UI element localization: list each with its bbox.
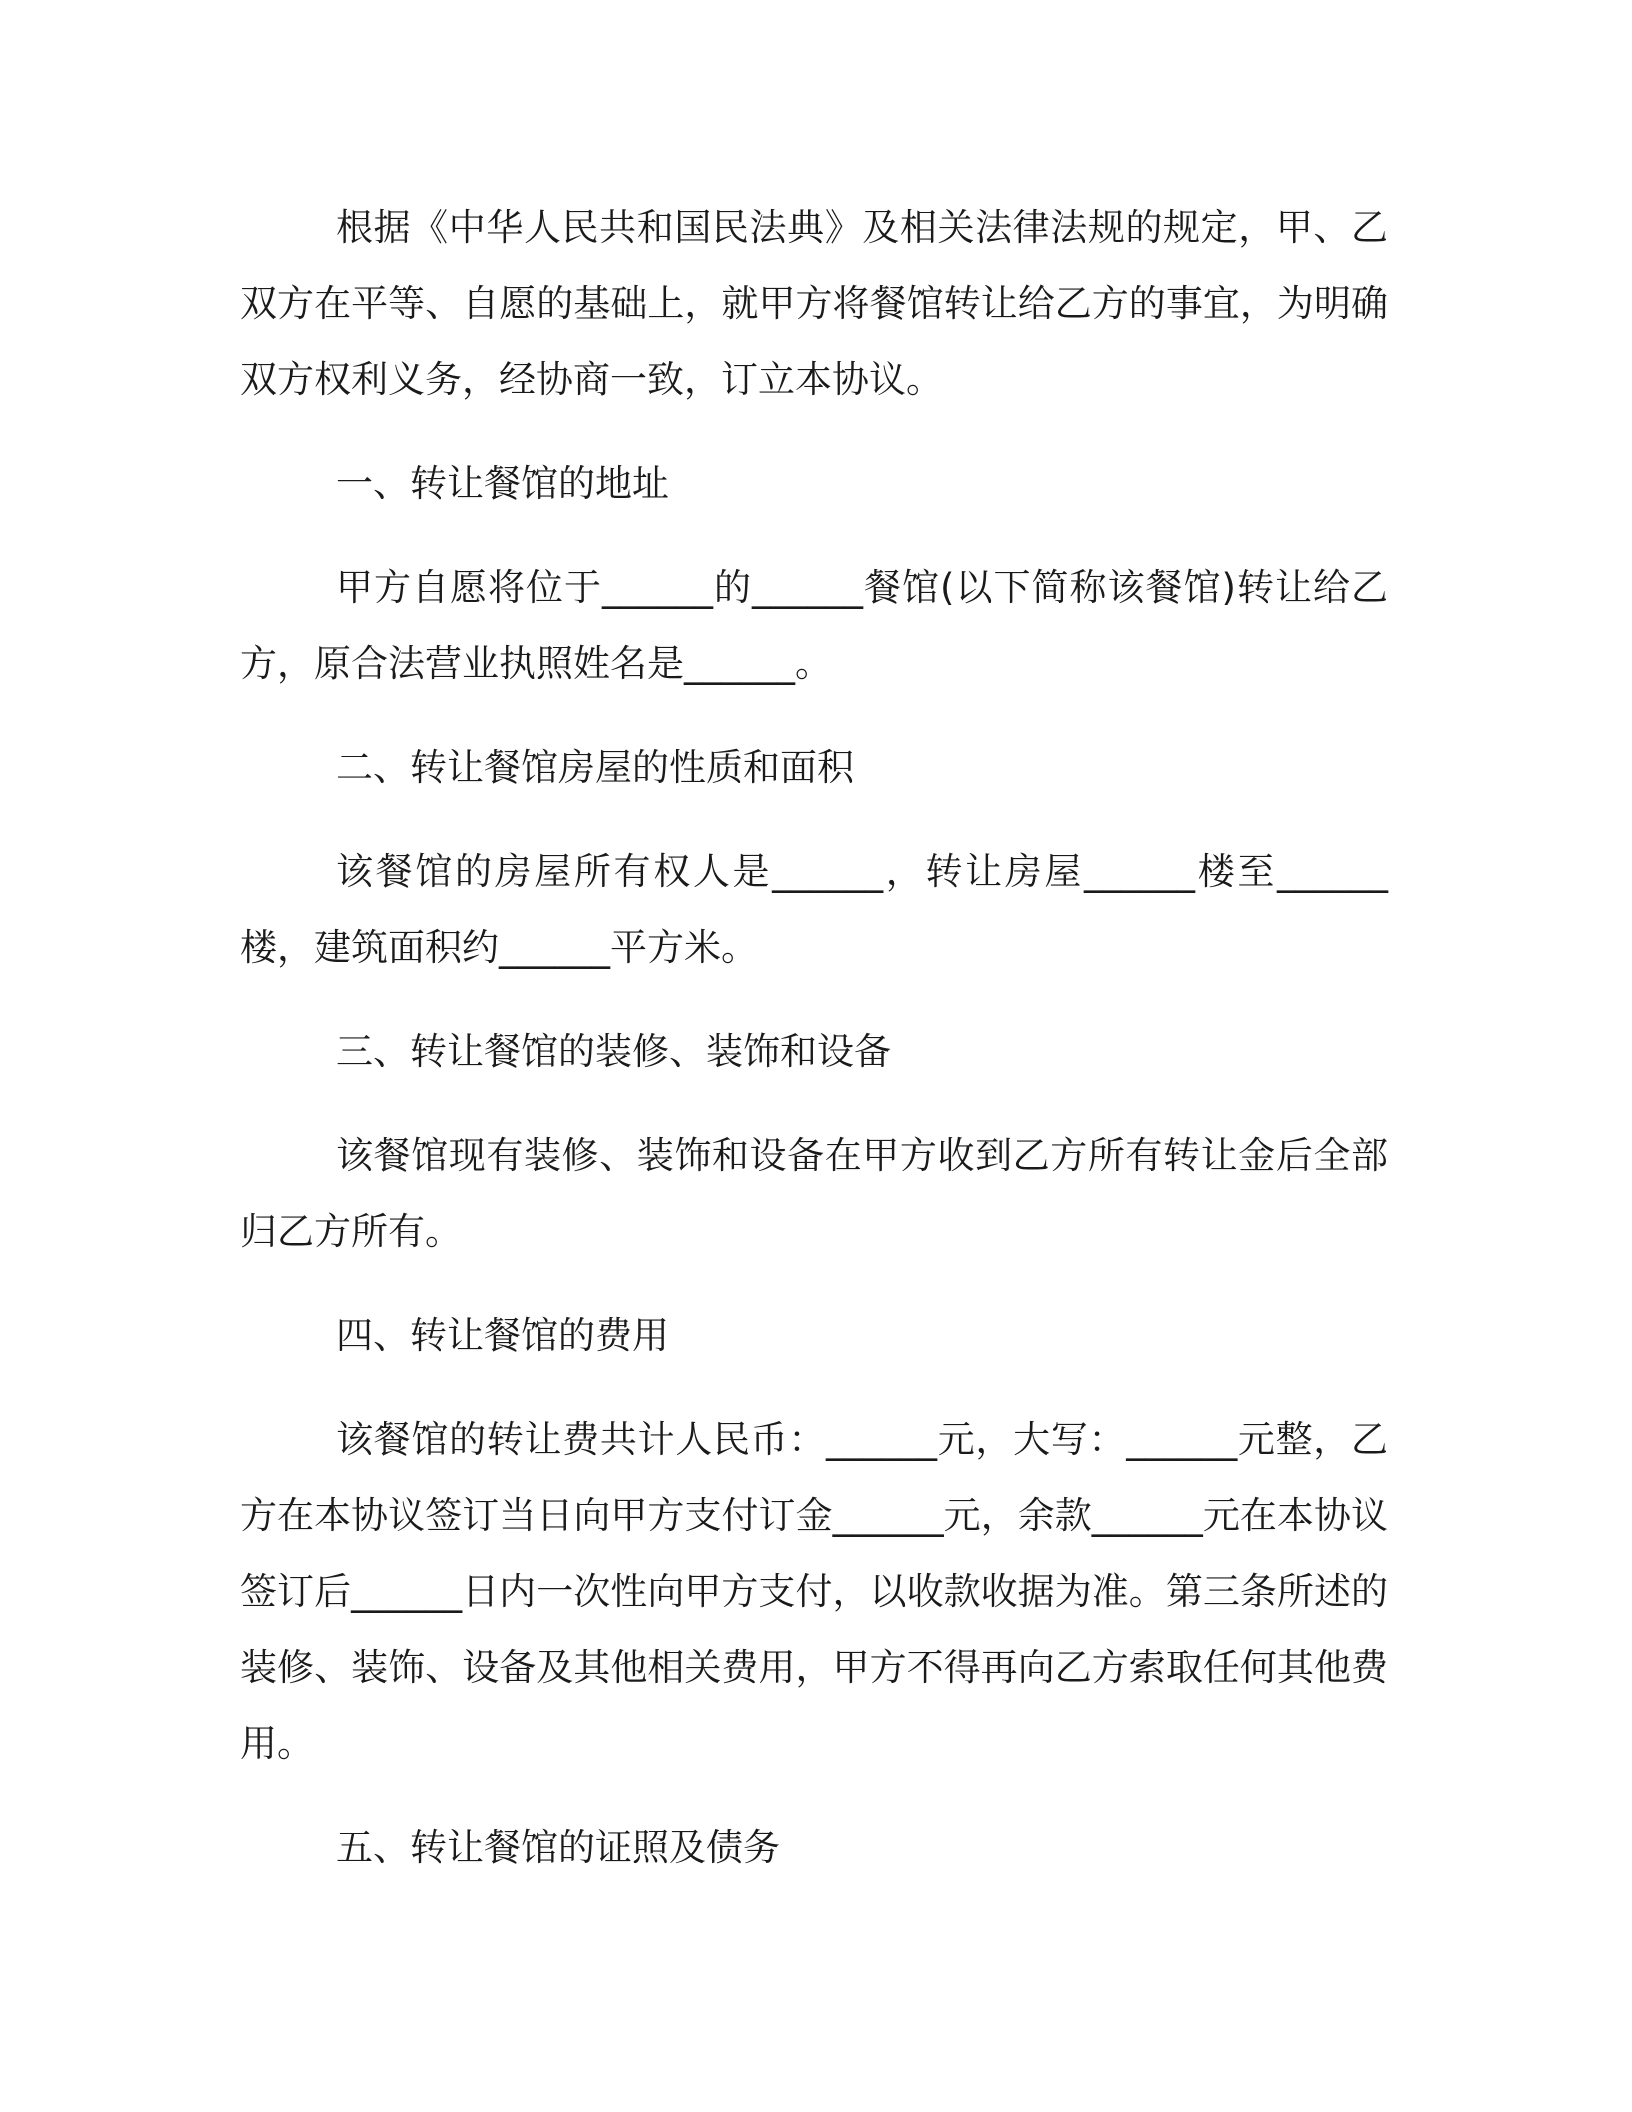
section-2-body: 该餐馆的房屋所有权人是______，转让房屋______楼至______楼，建筑面积约______平方米。: [240, 850, 1388, 969]
section-4-heading: 四、转让餐馆的费用: [336, 1314, 669, 1357]
section-4-body: 该餐馆的转让费共计人民币：______元，大写：______元整，乙方在本协议签订当日向甲方支付订金______元，余款______元在本协议签订后______日内一次性向甲方支付，以收款收据为准。第三条所述的装修、装饰、设备及其他相关费用，甲方不得再向乙方索取任何其他费用。: [240, 1418, 1388, 1765]
section-5-heading: 五、转让餐馆的证照及债务: [336, 1826, 780, 1869]
document-body: [240, 190, 1388, 1886]
intro-paragraph: 根据《中华人民共和国民法典》及相关法律法规的规定，甲、乙双方在平等、自愿的基础上，就甲方将餐馆转让给乙方的事宜，为明确双方权利义务，经协商一致，订立本协议。: [240, 206, 1388, 401]
section-1-body: 甲方自愿将位于______的______餐馆(以下简称该餐馆)转让给乙方，原合法营业执照姓名是______。: [240, 566, 1388, 685]
section-3-body: 该餐馆现有装修、装饰和设备在甲方收到乙方所有转让金后全部归乙方所有。: [240, 1134, 1388, 1253]
section-2-heading: 二、转让餐馆房屋的性质和面积: [336, 746, 854, 789]
section-1-heading: 一、转让餐馆的地址: [336, 462, 669, 505]
section-3-heading: 三、转让餐馆的装修、装饰和设备: [336, 1030, 891, 1073]
